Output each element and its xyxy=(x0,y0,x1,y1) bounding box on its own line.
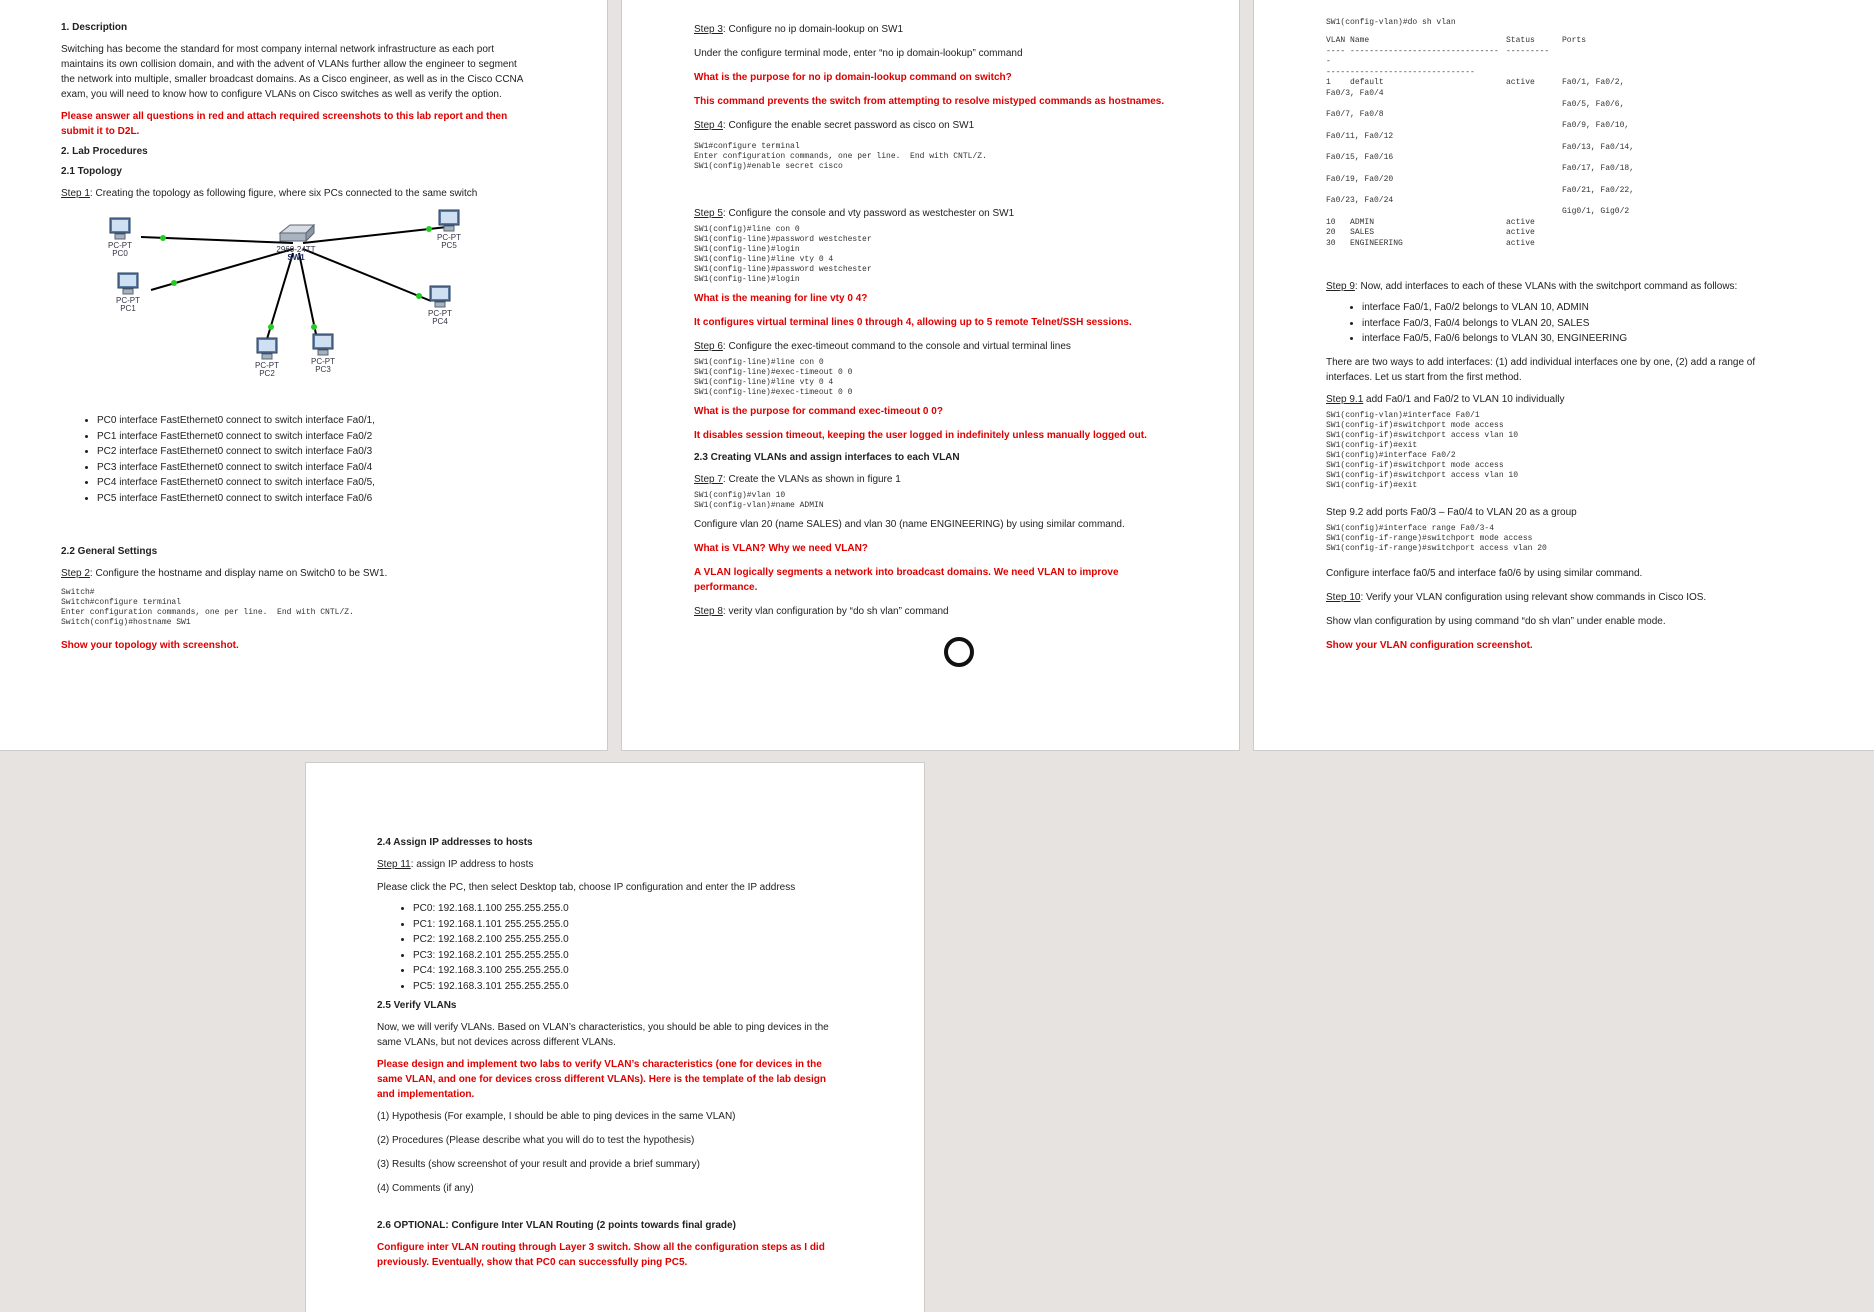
design-lab-instruction: Please design and implement two labs to verify VLAN’s characteristics (one for devices in the same VLAN, and one for devices cross different VLANs). Here is the template of the lab design and implementation. xyxy=(377,1059,826,1100)
step91-body: add Fa0/1 and Fa0/2 to VLAN 10 individually xyxy=(1363,393,1565,405)
step6-text xyxy=(694,339,1174,354)
vlan-id: 10 xyxy=(1326,217,1336,227)
step9-list xyxy=(1326,300,1874,347)
vlan-name: SALES xyxy=(1350,228,1375,237)
verify-description: Now, we will verify VLANs. Based on VLAN’s characteristics, you should be able to ping devices in the same VLANs, but not devices across different VLANs. xyxy=(377,1022,829,1048)
vlan-id: 1 xyxy=(1326,78,1331,87)
list-item: • PC5: 192.168.3.101 255.255.255.0 xyxy=(413,979,924,995)
table-row xyxy=(1326,228,1638,239)
ports-cell: Fa0/17, Fa0/18, xyxy=(1562,164,1635,173)
link-led-pc0 xyxy=(160,235,166,241)
pc-type-label: PC-PT xyxy=(108,241,132,250)
separator: -------------------------------- xyxy=(1326,46,1499,66)
switch-name-label: SW1 xyxy=(287,253,305,262)
step2-label: Step 2 xyxy=(61,568,90,579)
list-item: • PC4: 192.168.3.100 255.255.255.0 xyxy=(413,963,924,979)
step7-text xyxy=(694,472,1174,487)
code-block-exec-timeout: SW1(config-line)#line con 0 SW1(config-line)#exec-timeout 0 0 SW1(config-line)#line vty 0 4 SW1(config-line)#exec-timeout 0 0 xyxy=(694,358,853,397)
computer-icon xyxy=(436,209,462,233)
vlan-id: 20 xyxy=(1326,228,1336,237)
vlan-name: default xyxy=(1350,78,1384,87)
template-item-hypothesis: (1) Hypothesis (For example, I should be able to ping devices in the same VLAN) xyxy=(377,1111,736,1122)
pc-name-label: PC1 xyxy=(120,304,136,313)
configure-fa-text: Configure interface fa0/5 and interface fa0/6 by using similar command. xyxy=(1326,567,1643,579)
step11-label: Step 11 xyxy=(377,859,411,870)
table-header-row xyxy=(1326,36,1638,47)
step3-body: : Configure no ip domain-lookup on SW1 xyxy=(722,24,904,35)
question-domain-lookup: What is the purpose for no ip domain-lookup command on switch? xyxy=(694,72,1012,83)
show-vlan-text: Show vlan configuration by using command “do sh vlan” under enable mode. xyxy=(1326,615,1666,627)
computer-icon xyxy=(115,272,141,296)
step1-label: Step 1 xyxy=(61,188,90,199)
document-page-3 xyxy=(1254,0,1874,750)
step3-label: Step 3 xyxy=(694,24,723,35)
document-page-4 xyxy=(306,763,924,1312)
step10-text xyxy=(1326,590,1806,605)
step11-body: : assign IP address to hosts xyxy=(410,859,534,870)
answer-what-is-vlan: A VLAN logically segments a network into broadcast domains. We need VLAN to improve performance. xyxy=(694,567,1119,593)
step2-text xyxy=(61,566,541,581)
heading-topology: 2.1 Topology xyxy=(61,166,122,177)
code-block-vlan10: SW1(config)#vlan 10 SW1(config-vlan)#name ADMIN xyxy=(694,491,824,510)
step4-text xyxy=(694,118,1174,133)
instruction-text: Please answer all questions in red and attach required screenshots to this lab report and then submit it to D2L. xyxy=(61,111,508,137)
description-paragraph: Switching has become the standard for most company internal network infrastructure as each port maintains its own collision domain, and with the advent of VLANs further allow the engineer to segment the network into multiple, smaller broadcast domains. As a Cisco engineer, as well as in the Cisco CCNA exam, you will need to know how to configure VLANs on Cisco switches as well as verify the option. xyxy=(61,44,523,100)
pc-node-pc5[interactable] xyxy=(423,209,475,250)
col-status: Status xyxy=(1506,36,1535,45)
heading-description: 1. Description xyxy=(61,22,128,33)
step10-body: : Verify your VLAN configuration using relevant show commands in Cisco IOS. xyxy=(1360,591,1707,603)
code-block-line-password: SW1(config)#line con 0 SW1(config-line)#password westchester SW1(config-line)#login SW1(config-line)#line vty 0 4 SW1(config-line)#password westchester SW1(config-line)#login xyxy=(694,225,872,284)
step5-text xyxy=(694,206,1174,221)
computer-icon xyxy=(310,333,336,357)
question-what-is-vlan: What is VLAN? Why we need VLAN? xyxy=(694,543,868,554)
step1-body: : Creating the topology as following figure, where six PCs connected to the same switch xyxy=(89,188,478,199)
status-cell: active xyxy=(1506,78,1535,87)
pc-node-pc2[interactable] xyxy=(241,337,293,378)
step91-label: Step 9.1 xyxy=(1326,393,1364,405)
pc-node-pc4[interactable] xyxy=(414,285,466,326)
vlan-table xyxy=(1326,36,1638,249)
ports-cell: Gig0/1, Gig0/2 xyxy=(1562,207,1630,216)
list-item: • PC2: 192.168.2.100 255.255.255.0 xyxy=(413,932,924,948)
list-item: • PC3 interface FastEthernet0 connect to switch interface Fa0/4 xyxy=(97,460,607,476)
document-page-2 xyxy=(622,0,1239,750)
step92-text: Step 9.2 add ports Fa0/3 – Fa0/4 to VLAN 20 as a group xyxy=(1326,506,1577,518)
ip-address-list xyxy=(377,901,924,994)
step9-text xyxy=(1326,279,1806,294)
pc-type-label: PC-PT xyxy=(311,357,335,366)
step4-body: : Configure the enable secret password as cisco on SW1 xyxy=(722,120,975,131)
ports-cell: Fa0/1, Fa0/2, xyxy=(1562,78,1625,87)
step6-body: : Configure the exec-timeout command to the console and virtual terminal lines xyxy=(722,341,1071,352)
heading-assign-ip: 2.4 Assign IP addresses to hosts xyxy=(377,837,533,848)
step7-label: Step 7 xyxy=(694,474,723,485)
ports-cell: Fa0/11, Fa0/12 xyxy=(1326,131,1394,141)
show-vlan-screenshot-prompt: Show your VLAN configuration screenshot. xyxy=(1326,639,1533,651)
vlan-name: ADMIN xyxy=(1350,217,1375,227)
separator: ------------------------------- xyxy=(1326,67,1475,77)
pc-name-label: PC5 xyxy=(441,241,457,250)
list-item: • interface Fa0/3, Fa0/4 belongs to VLAN 20, SALES xyxy=(1362,316,1874,332)
step9-body: : Now, add interfaces to each of these VLANs with the switchport command as follows: xyxy=(1354,281,1738,292)
two-ways-paragraph: There are two ways to add interfaces: (1) add individual interfaces one by one, (2) add a range of interfaces. Let us start from the first method. xyxy=(1326,356,1756,383)
table-row xyxy=(1326,239,1638,250)
table-separator-row xyxy=(1326,47,1638,68)
network-topology-diagram xyxy=(61,209,481,399)
vlan-name: ENGINEERING xyxy=(1350,238,1403,248)
ports-cell: Fa0/9, Fa0/10, xyxy=(1562,121,1630,130)
ports-cell: Fa0/23, Fa0/24 xyxy=(1326,196,1394,205)
pc-name-label: PC2 xyxy=(259,369,275,378)
heading-optional-inter-vlan: 2.6 OPTIONAL: Configure Inter VLAN Routing (2 points towards final grade) xyxy=(377,1220,736,1231)
computer-icon xyxy=(427,285,453,309)
col-name: Name xyxy=(1350,36,1370,45)
vlan-id: 30 xyxy=(1326,238,1336,248)
question-line-vty: What is the meaning for line vty 0 4? xyxy=(694,293,868,304)
heading-lab-procedures: 2. Lab Procedures xyxy=(61,146,148,157)
separator: --------- xyxy=(1506,46,1550,56)
pc-node-pc1[interactable] xyxy=(102,272,154,313)
list-item: • PC1 interface FastEthernet0 connect to switch interface Fa0/2 xyxy=(97,429,607,445)
step8-body: : verity vlan configuration by “do sh vlan” command xyxy=(722,606,949,617)
separator: ---- xyxy=(1326,46,1346,56)
code-block-vlan20-range: SW1(config)#interface range Fa0/3-4 SW1(config-if-range)#switchport mode access SW1(config-if-range)#switchport access vlan 20 xyxy=(1326,523,1547,553)
answer-exec-timeout: It disables session timeout, keeping the user logged in indefinitely unless manually logged out. xyxy=(694,430,1147,441)
template-item-comments: (4) Comments (if any) xyxy=(377,1183,474,1194)
step5-label: Step 5 xyxy=(694,208,723,219)
col-ports: Ports xyxy=(1562,36,1587,45)
status-cell: active xyxy=(1506,238,1535,248)
list-item: • interface Fa0/1, Fa0/2 belongs to VLAN 10, ADMIN xyxy=(1362,300,1874,316)
answer-line-vty: It configures virtual terminal lines 0 through 4, allowing up to 5 remote Telnet/SSH sessions. xyxy=(694,317,1132,328)
pc-node-pc0[interactable] xyxy=(94,217,146,258)
pc-node-pc3[interactable] xyxy=(297,333,349,374)
step8-text xyxy=(694,604,1174,619)
step5-body: : Configure the console and vty password as westchester on SW1 xyxy=(722,208,1015,219)
connection-list xyxy=(61,413,607,506)
table-row-default xyxy=(1326,78,1638,218)
ports-cell: Fa0/13, Fa0/14, xyxy=(1562,142,1635,152)
switch-node-sw1[interactable] xyxy=(266,223,326,262)
step1-text xyxy=(61,186,541,201)
code-block-vlan10-interfaces: SW1(config-vlan)#interface Fa0/1 SW1(config-if)#switchport mode access SW1(config-if)#switchport access vlan 10 SW1(config-if)#exit SW1(config)#interface Fa0/2 SW1(config-if)#switchport mode access SW1(config-if)#switchport access vlan 10 SW1(config-if)#exit xyxy=(1326,410,1519,490)
optional-instruction: Configure inter VLAN routing through Layer 3 switch. Show all the configuration steps as I did previously. Eventually, show that PC0 can successfully ping PC5. xyxy=(377,1242,825,1268)
step6-label: Step 6 xyxy=(694,341,723,352)
status-cell: active xyxy=(1506,217,1535,227)
answer-domain-lookup: This command prevents the switch from attempting to resolve mistyped commands as hostnames. xyxy=(694,96,1165,107)
pc-type-label: PC-PT xyxy=(437,233,461,242)
table-row xyxy=(1326,218,1638,229)
pc-type-label: PC-PT xyxy=(428,309,452,318)
pc-name-label: PC0 xyxy=(112,249,128,258)
list-item: • interface Fa0/5, Fa0/6 belongs to VLAN 30, ENGINEERING xyxy=(1362,331,1874,347)
ports-cell: Fa0/7, Fa0/8 xyxy=(1326,110,1384,119)
step11-description: Please click the PC, then select Desktop tab, choose IP configuration and enter the IP address xyxy=(377,882,796,893)
ports-cell: Fa0/21, Fa0/22, xyxy=(1562,185,1635,195)
link-led-pc3 xyxy=(311,324,317,330)
pc-name-label: PC4 xyxy=(432,317,448,326)
show-topology-prompt: Show your topology with screenshot. xyxy=(61,640,239,651)
list-item: • PC5 interface FastEthernet0 connect to switch interface Fa0/6 xyxy=(97,491,607,507)
step4-label: Step 4 xyxy=(694,120,723,131)
ports-cell: Fa0/5, Fa0/6, xyxy=(1562,99,1625,109)
question-exec-timeout: What is the purpose for command exec-timeout 0 0? xyxy=(694,406,943,417)
code-block-hostname: Switch# Switch#configure terminal Enter configuration commands, one per line. End with CNTL/Z. Switch(config)#hostname SW1 xyxy=(61,588,354,627)
ports-cell: Fa0/19, Fa0/20 xyxy=(1326,174,1394,184)
step3-description: Under the configure terminal mode, enter “no ip domain-lookup” command xyxy=(694,48,1023,59)
code-block-enable-secret: SW1#configure terminal Enter configuration commands, one per line. End with CNTL/Z. SW1(config)#enable secret cisco xyxy=(694,142,987,171)
step11-text xyxy=(377,857,857,872)
step3-text xyxy=(694,22,1174,37)
document-page-1 xyxy=(0,0,607,750)
step10-label: Step 10 xyxy=(1326,591,1361,603)
switch-icon xyxy=(276,223,316,245)
col-vlan: VLAN xyxy=(1326,36,1346,45)
computer-icon xyxy=(107,217,133,241)
show-vlan-command: SW1(config-vlan)#do sh vlan xyxy=(1326,18,1456,27)
list-item: • PC3: 192.168.2.101 255.255.255.0 xyxy=(413,948,924,964)
heading-verify-vlans: 2.5 Verify VLANs xyxy=(377,1000,457,1011)
step2-body: : Configure the hostname and display name on Switch0 to be SW1. xyxy=(89,568,388,579)
status-cell: active xyxy=(1506,228,1535,237)
heading-general-settings: 2.2 General Settings xyxy=(61,546,158,557)
step91-text xyxy=(1326,392,1806,407)
step7-description: Configure vlan 20 (name SALES) and vlan 30 (name ENGINEERING) by using similar command. xyxy=(694,519,1125,530)
table-separator-row xyxy=(1326,68,1638,79)
pc-type-label: PC-PT xyxy=(255,361,279,370)
step9-label: Step 9 xyxy=(1326,281,1355,292)
template-item-results: (3) Results (show screenshot of your result and provide a brief summary) xyxy=(377,1159,700,1170)
step8-label: Step 8 xyxy=(694,606,723,617)
link-led-pc2 xyxy=(268,324,274,330)
switch-model-label: 2960-24TT xyxy=(276,245,316,254)
computer-icon xyxy=(254,337,280,361)
list-item: • PC4 interface FastEthernet0 connect to switch interface Fa0/5, xyxy=(97,475,607,491)
cursor-ring-icon xyxy=(944,637,974,667)
step7-body: : Create the VLANs as shown in figure 1 xyxy=(722,474,901,485)
pc-type-label: PC-PT xyxy=(116,296,140,305)
heading-creating-vlans: 2.3 Creating VLANs and assign interfaces to each VLAN xyxy=(694,452,960,463)
list-item: • PC1: 192.168.1.101 255.255.255.0 xyxy=(413,917,924,933)
ports-cell: Fa0/3, Fa0/4 xyxy=(1326,88,1384,98)
list-item: • PC2 interface FastEthernet0 connect to switch interface Fa0/3 xyxy=(97,444,607,460)
link-led-pc1 xyxy=(171,280,177,286)
pc-name-label: PC3 xyxy=(315,365,331,374)
template-item-procedures: (2) Procedures (Please describe what you will do to test the hypothesis) xyxy=(377,1135,695,1146)
ports-cell: Fa0/15, Fa0/16 xyxy=(1326,153,1394,162)
list-item: • PC0: 192.168.1.100 255.255.255.0 xyxy=(413,901,924,917)
list-item: • PC0 interface FastEthernet0 connect to switch interface Fa0/1, xyxy=(97,413,607,429)
